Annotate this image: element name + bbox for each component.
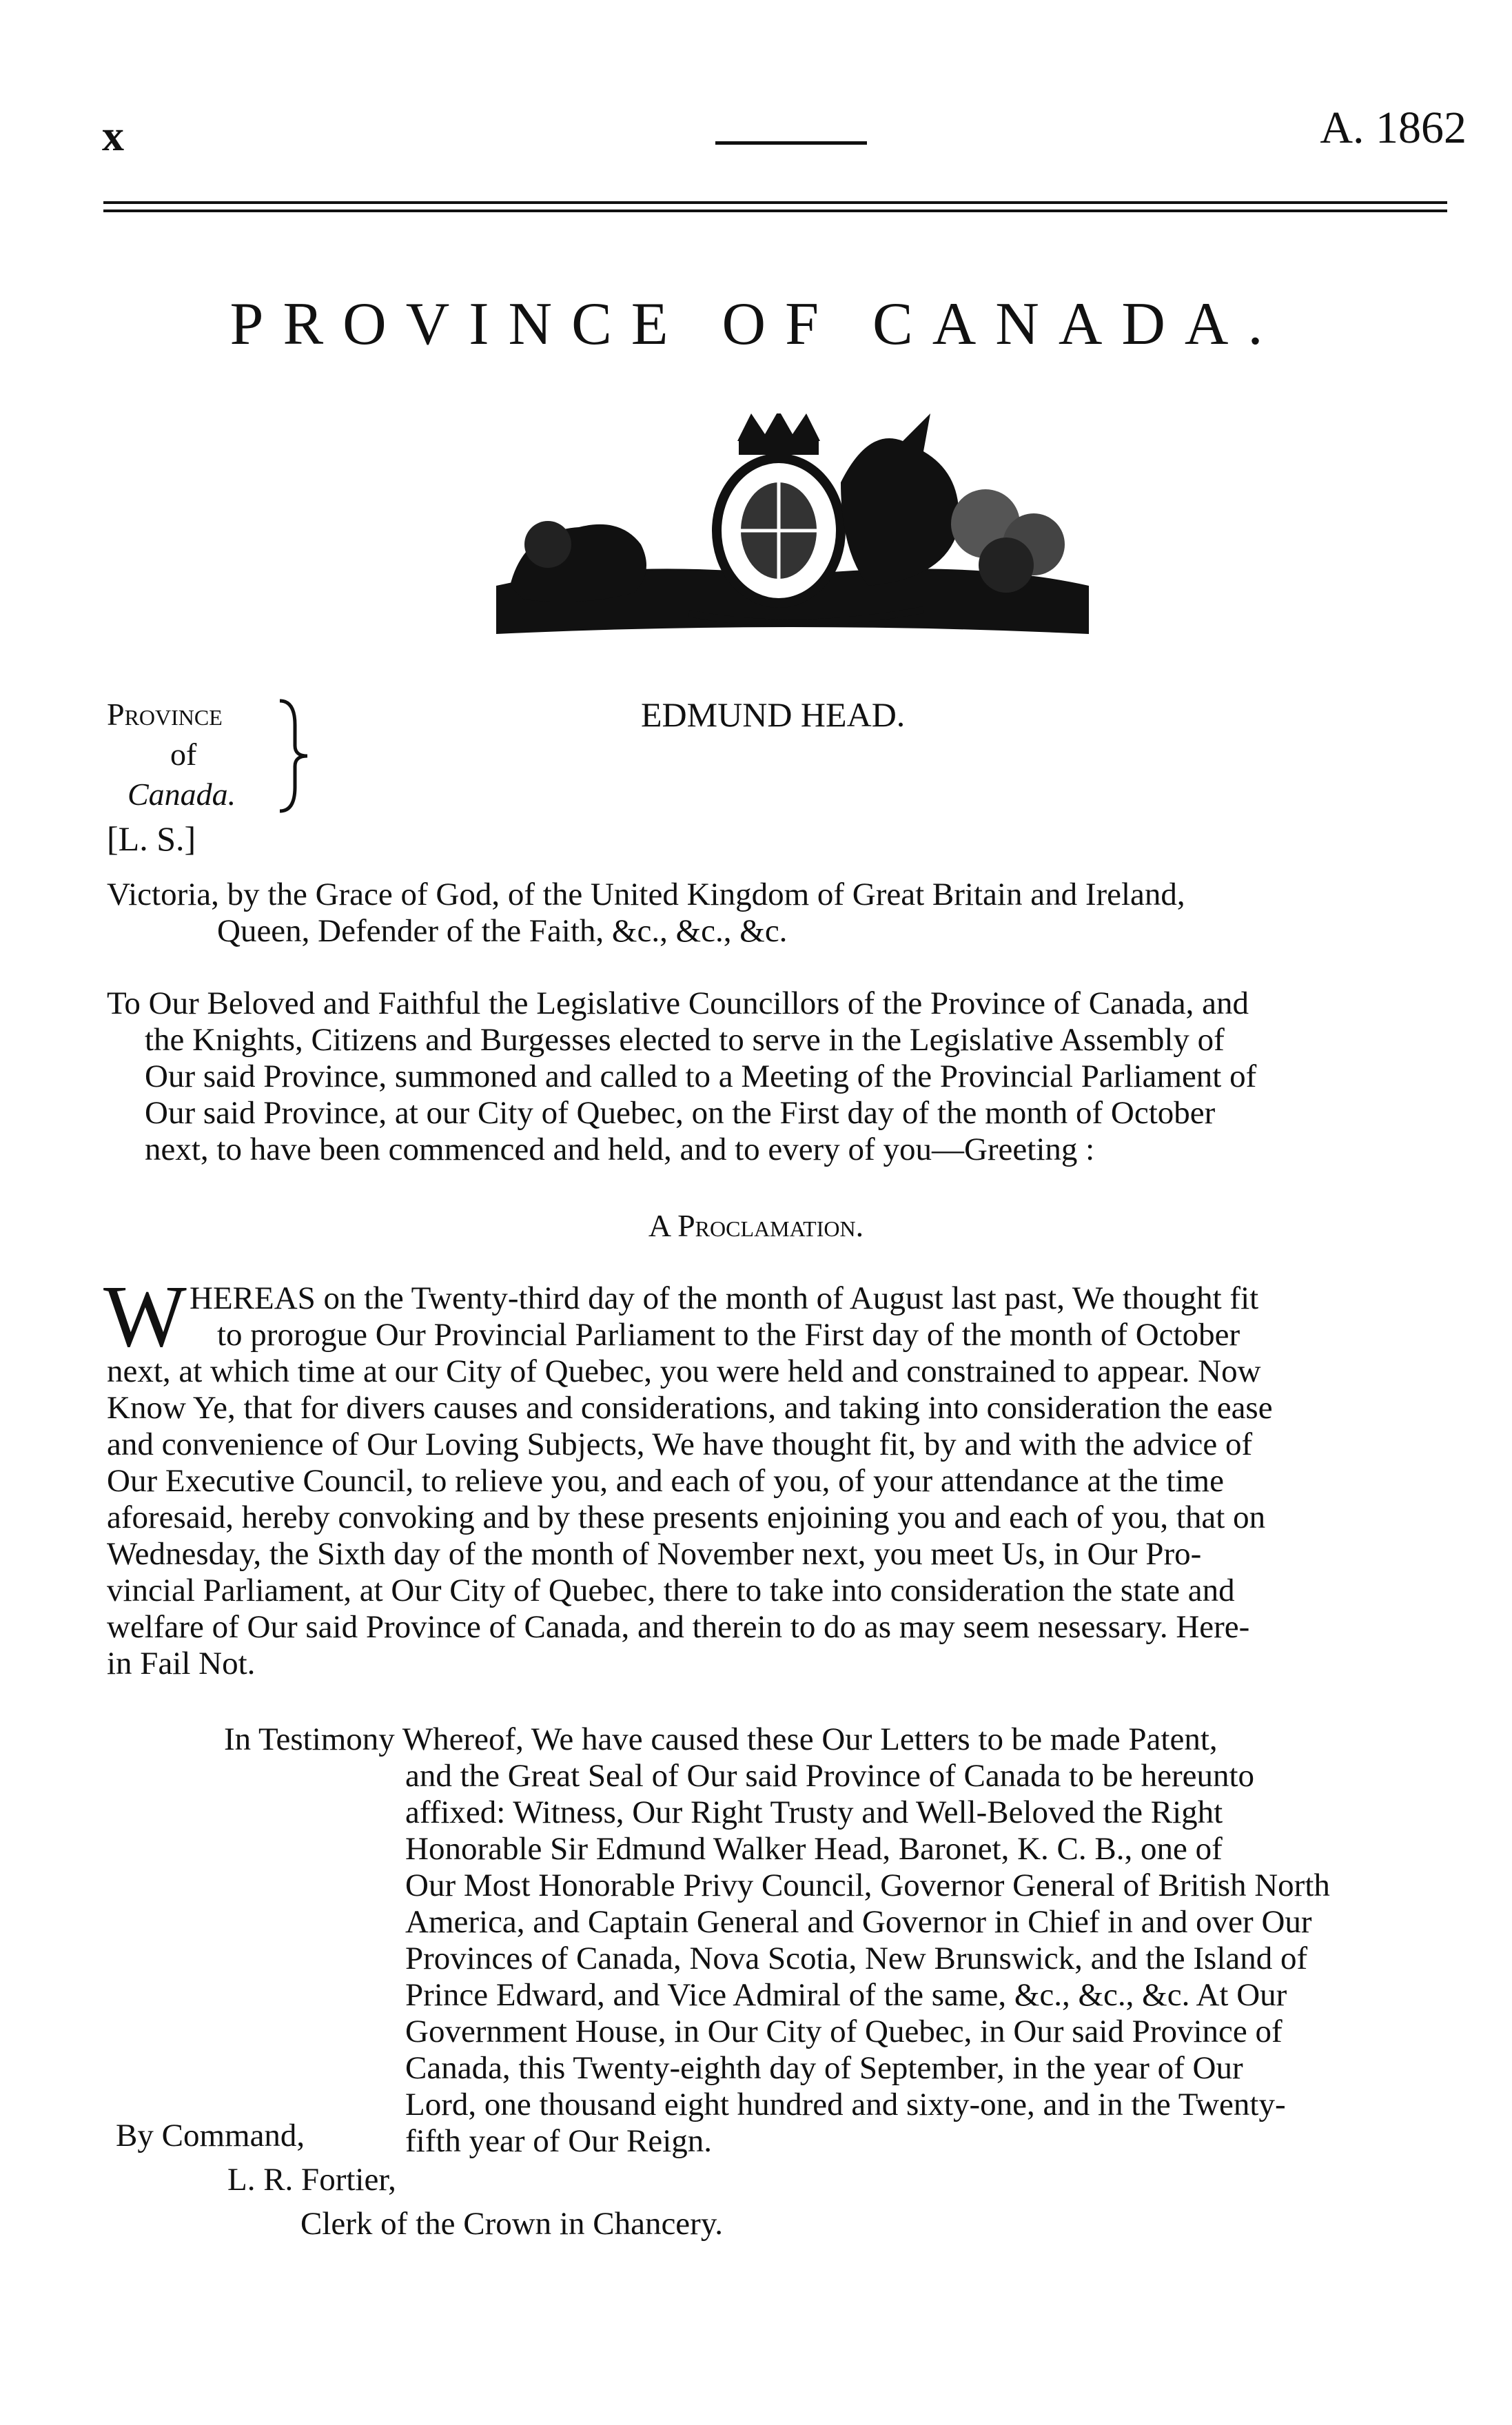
province-line: Province: [107, 697, 223, 732]
testimony-line: Our Most Honorable Privy Council, Governor General of British North: [405, 1868, 1330, 1903]
whereas-paragraph: [107, 1280, 1477, 1682]
address-paragraph: [107, 985, 1475, 1168]
proclamation-heading: A Proclamation.: [648, 1208, 864, 1243]
by-command: By Command,: [116, 2118, 305, 2153]
royal-style: [107, 877, 1468, 950]
testimony-line: affixed: Witness, Our Right Trusty and Well-Beloved the Right: [405, 1794, 1223, 1830]
address-line: To Our Beloved and Faithful the Legislative Councillors of the Province of Canada, and: [107, 985, 1249, 1021]
testimony-line: America, and Captain General and Governor in Chief in and over Our: [405, 1904, 1312, 1940]
page-title: PROVINCE OF CANADA.: [229, 291, 1283, 358]
testimony-line: Honorable Sir Edmund Walker Head, Baronet, K. C. B., one of: [405, 1831, 1223, 1867]
whereas-line: welfare of Our said Province of Canada, and therein to do as may seem nesessary. Here-: [107, 1609, 1250, 1645]
address-line: Our said Province, summoned and called to a Meeting of the Provincial Parliament of: [145, 1058, 1257, 1094]
whereas-line: next, at which time at our City of Quebec, you were held and constrained to appear. Now: [107, 1353, 1261, 1389]
whereas-line: vincial Parliament, at Our City of Quebec, there to take into consideration the state and: [107, 1573, 1235, 1608]
testimony-line: Prince Edward, and Vice Admiral of the same, &c., &c., &c. At Our: [405, 1977, 1287, 2013]
testimony-line: Provinces of Canada, Nova Scotia, New Brunswick, and the Island of: [405, 1941, 1308, 1976]
whereas-line: HEREAS on the Twenty-third day of the month of August last past, We thought fit: [190, 1280, 1259, 1316]
governor-name: EDMUND HEAD.: [641, 695, 906, 734]
whereas-line: Wednesday, the Sixth day of the month of November next, you meet Us, in Our Pro-: [107, 1536, 1202, 1572]
address-line: Our said Province, at our City of Quebec, on the First day of the month of October: [145, 1095, 1216, 1131]
header-rule-bottom: [103, 209, 1447, 212]
testimony-line: Government House, in Our City of Quebec, in Our said Province of: [405, 2014, 1283, 2049]
testimony-paragraph: [224, 1721, 1480, 2160]
signatory-title: Clerk of the Crown in Chancery.: [300, 2206, 724, 2242]
testimony-line: Lord, one thousand eight hundred and sixty-one, and in the Twenty-: [405, 2087, 1286, 2122]
queen-line: Queen, Defender of the Faith, &c., &c., &c.: [217, 913, 788, 949]
testimony-line: and the Great Seal of Our said Province of Canada to be hereunto: [405, 1758, 1255, 1794]
address-line: next, to have been commenced and held, and to every of you—Greeting :: [145, 1132, 1095, 1167]
page-marker: x: [102, 111, 124, 160]
whereas-line: Our Executive Council, to relieve you, and each of you, of your attendance at the time: [107, 1463, 1224, 1499]
brace-icon: [274, 697, 316, 815]
address-line: the Knights, Citizens and Burgesses elected to serve in the Legislative Assembly of: [145, 1022, 1225, 1058]
whereas-line: to prorogue Our Provincial Parliament to the First day of the month of October: [217, 1317, 1240, 1353]
province-canada-line: Canada.: [127, 777, 236, 812]
testimony-line: In Testimony Whereof, We have caused these Our Letters to be made Patent,: [224, 1721, 1218, 1757]
whereas-line: and convenience of Our Loving Subjects, We have thought fit, by and with the advice of: [107, 1426, 1253, 1462]
signatory-name: L. R. Fortier,: [227, 2162, 396, 2198]
whereas-line: aforesaid, hereby convoking and by these presents enjoining you and each of you, that on: [107, 1500, 1266, 1535]
seal-mark: [L. S.]: [107, 819, 196, 858]
header-rule-top: [103, 201, 1447, 204]
drop-cap: W: [103, 1267, 187, 1365]
testimony-line: fifth year of Our Reign.: [405, 2123, 713, 2159]
victoria-line: Victoria, by the Grace of God, of the United Kingdom of Great Britain and Ireland,: [107, 877, 1185, 912]
royal-coat-of-arms-icon: [482, 413, 1103, 648]
testimony-line: Canada, this Twenty-eighth day of September, in the year of Our: [405, 2050, 1243, 2086]
header-dash: [715, 141, 867, 145]
province-of-line: of: [170, 737, 197, 772]
whereas-line: Know Ye, that for divers causes and considerations, and taking into consideration the ease: [107, 1390, 1273, 1426]
whereas-line: in Fail Not.: [107, 1646, 256, 1681]
header-year: A. 1862: [1320, 103, 1467, 153]
